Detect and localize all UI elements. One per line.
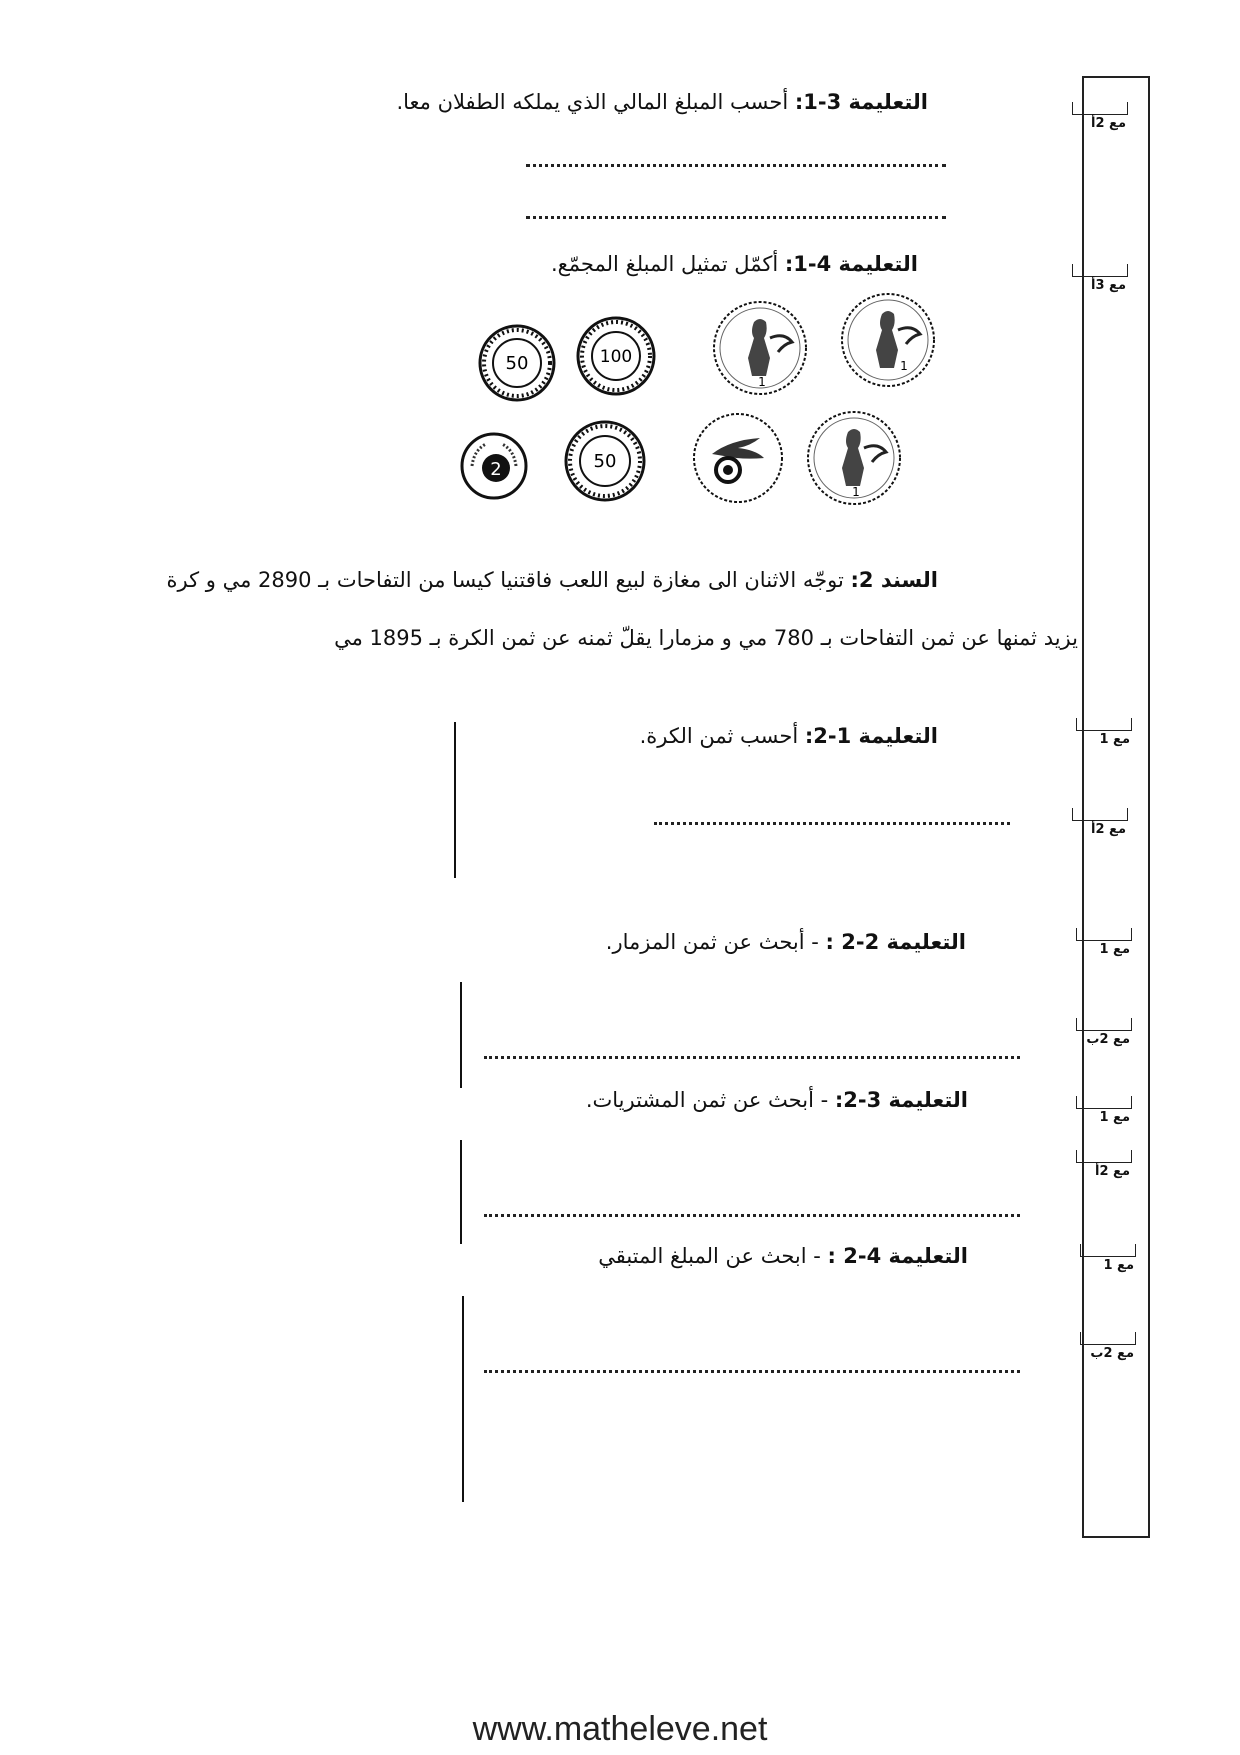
coin-value: 50 — [505, 353, 529, 374]
instruction-2-3 — [586, 1088, 968, 1112]
instruction-text: أحسب المبلغ المالي الذي يملكه الطفلان معا. — [396, 90, 795, 114]
instruction-2-4 — [598, 1244, 968, 1268]
instruction-text: - أبحث عن ثمن المشتريات. — [585, 1088, 835, 1112]
coin-value: 2 — [490, 459, 502, 480]
instruction-2-1 — [640, 724, 938, 748]
sanad-text: توجّه الاثنان الى مغازة لبيع اللعب فاقتنيا كيسا من التفاحات بـ 2890 مي و كرة — [166, 568, 851, 592]
instruction-text: - أبحث عن ثمن المزمار. — [605, 930, 826, 954]
instruction-label: التعليمة 1-2: — [804, 724, 938, 748]
answer-line[interactable] — [526, 164, 946, 167]
instruction-1-3 — [396, 90, 928, 114]
answer-line[interactable] — [484, 1370, 1020, 1373]
coin-50 — [478, 324, 556, 406]
answer-line[interactable] — [484, 1056, 1020, 1059]
instruction-label: التعليمة 3-2: — [834, 1088, 968, 1112]
instruction-text: - ابحث عن المبلغ المتبقي — [598, 1244, 828, 1268]
answer-line[interactable] — [484, 1214, 1020, 1217]
work-area-divider — [454, 722, 456, 878]
coin-value: 50 — [593, 451, 617, 472]
work-area-divider — [460, 1140, 462, 1244]
sanad-2-line-1 — [167, 568, 939, 592]
coin-value: 1 — [852, 485, 860, 499]
instruction-2-2 — [606, 930, 966, 954]
instruction-label: التعليمة 4-1: — [784, 252, 918, 276]
coin-50 — [564, 420, 646, 506]
answer-line[interactable] — [654, 822, 1010, 825]
sanad-2-line-2: يزيد ثمنها عن ثمن التفاحات بـ 780 مي و مزمارا يقلّ ثمنه عن ثمن الكرة بـ 1895 مي — [334, 626, 1078, 650]
coin-value: 1 — [758, 375, 766, 389]
instruction-1-4 — [551, 252, 918, 276]
answer-line[interactable] — [526, 216, 946, 219]
instruction-label: التعليمة 2-2 : — [825, 930, 966, 954]
sanad-label: السند 2: — [850, 568, 938, 592]
coin-value: 100 — [599, 347, 633, 367]
coin-2 — [460, 432, 528, 504]
coin-dove — [690, 410, 786, 510]
instruction-text: أحسب ثمن الكرة. — [639, 724, 805, 748]
work-area-divider — [462, 1296, 464, 1502]
instruction-text: أكمّل تمثيل المبلغ المجمّع. — [550, 252, 785, 276]
footer-website: www.matheleve.net — [472, 1710, 768, 1748]
coin-1-dinar — [710, 298, 810, 402]
instruction-label: التعليمة 4-2 : — [827, 1244, 968, 1268]
coin-100 — [576, 316, 656, 400]
instruction-label: التعليمة 3-1: — [794, 90, 928, 114]
grading-margin-column — [1082, 76, 1150, 1538]
coin-1-dinar — [804, 408, 904, 512]
work-area-divider — [460, 982, 462, 1088]
coin-value: 1 — [900, 359, 908, 373]
coin-1-dinar — [838, 290, 938, 394]
